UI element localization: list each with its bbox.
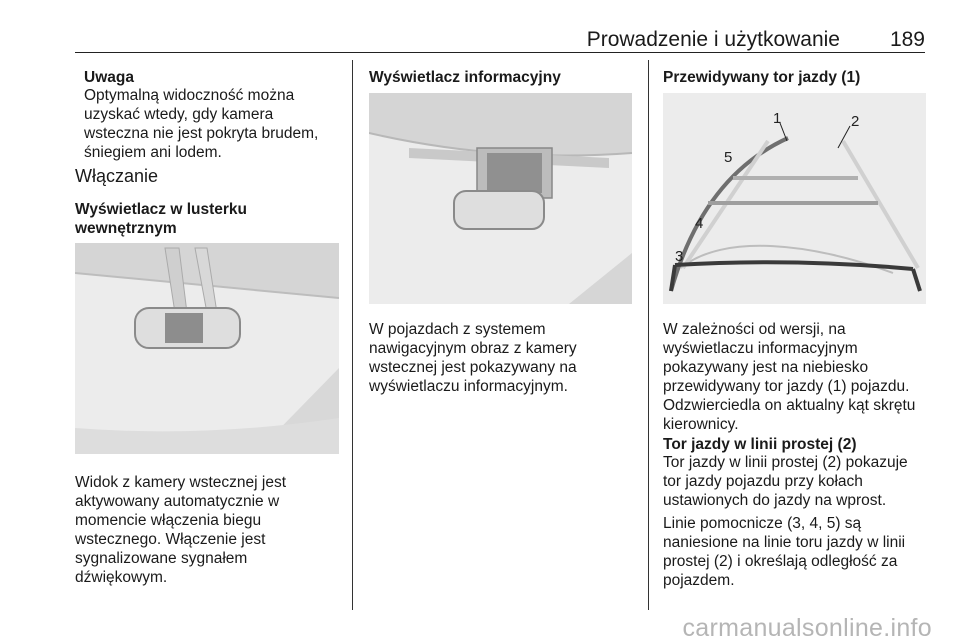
paragraph-info-display: W pojazdach z systemem nawigacyjnym obraz z kamery wstecznej jest pokazywany na wyświetlaczu informacyjnym. xyxy=(369,321,577,395)
paragraph-guidelines: Linie pomocnicze (3, 4, 5) są naniesione na linie toru jazdy w linii prostej (2) i określają odległość za pojazdem. xyxy=(663,515,906,589)
header-title: Prowadzenie i użytkowanie xyxy=(586,28,840,51)
subheading-predicted-path: Przewidywany tor jazdy (1) xyxy=(663,69,861,86)
subheading-mirror-display: Wyświetlacz w lusterku wewnętrznym xyxy=(75,201,247,237)
diagram-label-2: 2 xyxy=(851,113,860,130)
subheading-info-display: Wyświetlacz informacyjny xyxy=(369,69,561,86)
section-heading: Włączanie xyxy=(75,166,159,186)
column-divider-2 xyxy=(648,60,649,610)
paragraph-mirror-activation: Widok z kamery wstecznej jest aktywowany automatycznie w momencie włączenia biegu wstecznego. Włączenie jest sygnalizowane sygnałem dźwiękowym. xyxy=(75,474,287,586)
paragraph-predicted-path: W zależności od wersji, na wyświetlaczu informacyjnym pokazywany jest na niebiesko przewidywany tor jazdy (1) pojazdu. Odzwierciedla on aktualny kąt skrętu kierownicy. xyxy=(663,321,916,433)
guideline-diagram xyxy=(663,93,926,304)
diagram-label-4: 4 xyxy=(695,215,704,232)
header-rule xyxy=(75,52,925,53)
page-number: 189 xyxy=(889,28,925,51)
subheading-straight-path: Tor jazdy w linii prostej (2) xyxy=(663,436,857,453)
column-divider-1 xyxy=(352,60,353,610)
note-title: Uwaga xyxy=(84,69,134,86)
watermark: carmanualsonline.info xyxy=(682,614,932,642)
note-body: Optymalną widoczność można uzyskać wtedy, gdy kamera wsteczna nie jest pokryta brudem, śniegiem ani lodem. xyxy=(84,87,319,161)
mirror-display-illustration xyxy=(75,243,339,454)
diagram-label-1: 1 xyxy=(773,110,782,127)
paragraph-straight-path: Tor jazdy w linii prostej (2) pokazuje tor jazdy pojazdu przy kołach ustawionych do jazdy na wprost. xyxy=(663,454,908,509)
page-header xyxy=(75,28,925,52)
diagram-label-3: 3 xyxy=(675,248,684,265)
info-display-illustration xyxy=(369,93,632,304)
diagram-label-5: 5 xyxy=(724,149,733,166)
